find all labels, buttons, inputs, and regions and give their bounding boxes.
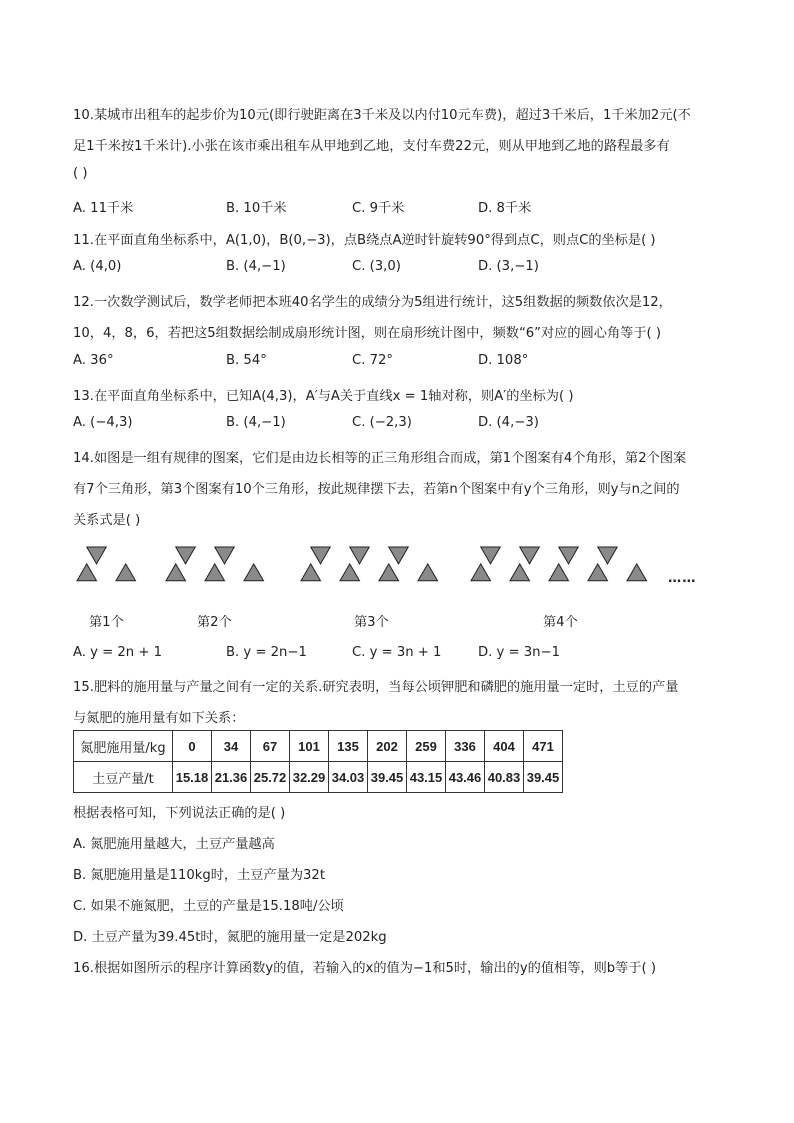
top-triangle — [215, 547, 235, 564]
bottom-triangle — [549, 564, 569, 581]
figure-label-4: 第4个 — [543, 615, 578, 630]
q14-stem-line2: 有7个三角形，第3个图案有10个三角形，按此规律摆下去，若第n个图案中有y个三角形，则y与n之间的 — [73, 482, 680, 497]
q15-stem-line3: 根据表格可知，下列说法正确的是( ) — [73, 806, 286, 821]
bottom-triangle — [116, 564, 136, 581]
q14-stem-line1: 14.如图是一组有规律的图案，它们是由边长相等的正三角形组合而成，第1个图案有4个角形，第2个图案 — [73, 451, 687, 466]
figure-label-2: 第2个 — [197, 615, 232, 630]
table-cell: 471 — [524, 731, 563, 762]
bottom-triangle — [77, 564, 97, 581]
q11-option-c[interactable]: C. (3,0) — [352, 259, 401, 274]
top-triangle — [559, 547, 579, 564]
table-cell: 15.18 — [173, 762, 212, 793]
q12-option-c[interactable]: C. 72° — [352, 353, 393, 368]
table-row — [74, 762, 563, 793]
q13-option-d[interactable]: D. (4,−3) — [478, 415, 539, 430]
bottom-triangle — [510, 564, 530, 581]
top-triangle — [481, 547, 501, 564]
ellipsis: …… — [668, 571, 697, 586]
q15-stem-line1: 15.肥料的施用量与产量之间有一定的关系.研究表明，当每公顷钾肥和磷肥的施用量一定时，土豆的产量 — [73, 680, 679, 695]
table-cell: 40.83 — [485, 762, 524, 793]
q14-stem-line3: 关系式是( ) — [73, 513, 141, 528]
q10-stem-line3: ( ) — [73, 166, 88, 181]
q12-option-d[interactable]: D. 108° — [478, 353, 529, 368]
q11-option-b[interactable]: B. (4,−1) — [226, 259, 286, 274]
q12-stem-line1: 12.一次数学测试后，数学老师把本班40名学生的成绩分为5组进行统计，这5组数据的频数依次是12， — [73, 295, 672, 310]
bottom-triangle — [301, 564, 321, 581]
table-cell: 43.46 — [446, 762, 485, 793]
top-triangle — [87, 547, 107, 564]
q12-option-a[interactable]: A. 36° — [73, 353, 114, 368]
q13-option-c[interactable]: C. (−2,3) — [352, 415, 412, 430]
table-cell: 32.29 — [290, 762, 329, 793]
bottom-triangle — [340, 564, 360, 581]
bottom-triangle — [205, 564, 225, 581]
q15-option-d[interactable]: D. 土豆产量为39.45t时，氮肥的施用量一定是202kg — [73, 930, 387, 945]
table-cell: 259 — [407, 731, 446, 762]
q10-option-c[interactable]: C. 9千米 — [352, 201, 405, 216]
table-cell: 0 — [173, 731, 212, 762]
top-triangle — [311, 547, 331, 564]
top-triangle — [350, 547, 370, 564]
figure-label-1: 第1个 — [89, 615, 124, 630]
q12-stem-line2: 10，4，8，6，若把这5组数据绘制成扇形统计图，则在扇形统计图中，频数“6”对应的圆心角等于( ) — [73, 326, 661, 341]
table-cell: 404 — [485, 731, 524, 762]
top-triangle — [389, 547, 409, 564]
table-cell: 101 — [290, 731, 329, 762]
q13-option-a[interactable]: A. (−4,3) — [73, 415, 133, 430]
top-triangle — [598, 547, 618, 564]
top-triangle — [520, 547, 540, 564]
q13-option-b[interactable]: B. (4,−1) — [226, 415, 286, 430]
bottom-triangle — [379, 564, 399, 581]
q15-option-c[interactable]: C. 如果不施氮肥，土豆的产量是15.18吨/公顷 — [73, 899, 344, 914]
bottom-triangle — [244, 564, 264, 581]
q13-stem-line1: 13.在平面直角坐标系中，已知A(4,3)，A′与A关于直线x = 1轴对称，则A′的坐标为( ) — [73, 389, 574, 404]
table-cell: 25.72 — [251, 762, 290, 793]
q10-option-d[interactable]: D. 8千米 — [478, 201, 532, 216]
q11-option-d[interactable]: D. (3,−1) — [478, 259, 539, 274]
q15-option-a[interactable]: A. 氮肥施用量越大，土豆产量越高 — [73, 837, 275, 852]
top-triangle — [176, 547, 196, 564]
table-cell: 67 — [251, 731, 290, 762]
table-row-header: 氮肥施用量/kg — [74, 731, 173, 762]
q14-option-b[interactable]: B. y = 2n−1 — [226, 645, 307, 660]
table-cell: 43.15 — [407, 762, 446, 793]
q10-stem-line1: 10.某城市出租车的起步价为10元(即行驶距离在3千米及以内付10元车费)，超过3千米后，1千米加2元(不 — [73, 108, 691, 123]
q10-option-a[interactable]: A. 11千米 — [73, 201, 134, 216]
table-row — [74, 731, 563, 762]
q10-stem-line2: 足1千米按1千米计).小张在该市乘出租车从甲地到乙地，支付车费22元，则从甲地到乙地的路程最多有 — [73, 139, 670, 154]
bottom-triangle — [166, 564, 186, 581]
triangle-pattern-figure — [70, 540, 710, 605]
figure-label-3: 第3个 — [354, 615, 389, 630]
table-cell: 336 — [446, 731, 485, 762]
table-row-header: 土豆产量/t — [74, 762, 173, 793]
q14-option-a[interactable]: A. y = 2n + 1 — [73, 645, 162, 660]
bottom-triangle — [418, 564, 438, 581]
bottom-triangle — [627, 564, 647, 581]
table-cell: 34.03 — [329, 762, 368, 793]
bottom-triangle — [471, 564, 491, 581]
table-cell: 135 — [329, 731, 368, 762]
q14-option-c[interactable]: C. y = 3n + 1 — [352, 645, 442, 660]
bottom-triangle — [588, 564, 608, 581]
table-cell: 39.45 — [524, 762, 563, 793]
q12-option-b[interactable]: B. 54° — [226, 353, 267, 368]
triangle-patterns — [77, 547, 647, 581]
q11-stem-line1: 11.在平面直角坐标系中，A(1,0)，B(0,−3)，点B绕点A逆时针旋转90°得到点C，则点C的坐标是( ) — [73, 233, 656, 248]
table-cell: 202 — [368, 731, 407, 762]
fertilizer-table — [73, 730, 563, 793]
q14-option-d[interactable]: D. y = 3n−1 — [478, 645, 560, 660]
table-cell: 39.45 — [368, 762, 407, 793]
q15-option-b[interactable]: B. 氮肥施用量是110kg时，土豆产量为32t — [73, 868, 325, 883]
table-cell: 21.36 — [212, 762, 251, 793]
q10-option-b[interactable]: B. 10千米 — [226, 201, 287, 216]
q11-option-a[interactable]: A. (4,0) — [73, 259, 122, 274]
q15-stem-line2: 与氮肥的施用量有如下关系： — [73, 711, 245, 726]
q16-stem-line1: 16.根据如图所示的程序计算函数y的值，若输入的x的值为−1和5时，输出的y的值相等，则b等于( ) — [73, 961, 657, 976]
table-cell: 34 — [212, 731, 251, 762]
